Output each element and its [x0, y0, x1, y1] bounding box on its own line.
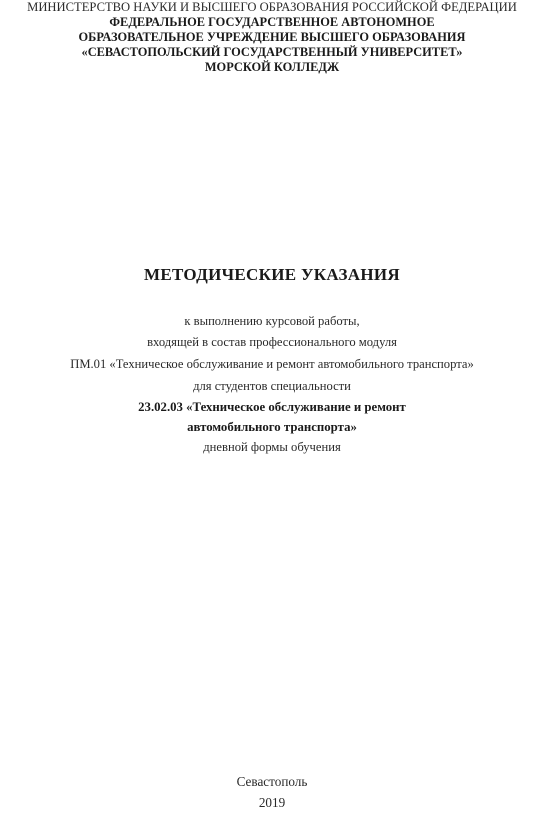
university-name: «СЕВАСТОПОЛЬСКИЙ ГОСУДАРСТВЕННЫЙ УНИВЕРСИТЕТ» — [81, 45, 463, 59]
study-form-line: дневной формы обучения — [203, 440, 341, 454]
document-title: МЕТОДИЧЕСКИЕ УКАЗАНИЯ — [144, 265, 400, 284]
college-name: МОРСКОЙ КОЛЛЕДЖ — [204, 60, 340, 74]
module-line: ПМ.01 «Техническое обслуживание и ремонт автомобильного транспорта» — [70, 357, 474, 371]
institution-line-1: ФЕДЕРАЛЬНОЕ ГОСУДАРСТВЕННОЕ АВТОНОМНОЕ — [109, 15, 435, 29]
city-name: Севастополь — [236, 774, 308, 789]
purpose-line-2: входящей в состав профессионального модуля — [147, 335, 397, 349]
students-line: для студентов специальности — [193, 379, 351, 393]
specialty-line-1: 23.02.03 «Техническое обслуживание и ремонт — [138, 400, 406, 414]
purpose-line-1: к выполнению курсовой работы, — [184, 314, 360, 328]
specialty-line-2: автомобильного транспорта» — [187, 420, 357, 434]
ministry-header: МИНИСТЕРСТВО НАУКИ И ВЫСШЕГО ОБРАЗОВАНИЯ РОССИЙСКОЙ ФЕДЕРАЦИИ — [27, 0, 517, 14]
institution-line-2: ОБРАЗОВАТЕЛЬНОЕ УЧРЕЖДЕНИЕ ВЫСШЕГО ОБРАЗОВАНИЯ — [78, 30, 466, 44]
publication-year: 2019 — [258, 795, 286, 810]
